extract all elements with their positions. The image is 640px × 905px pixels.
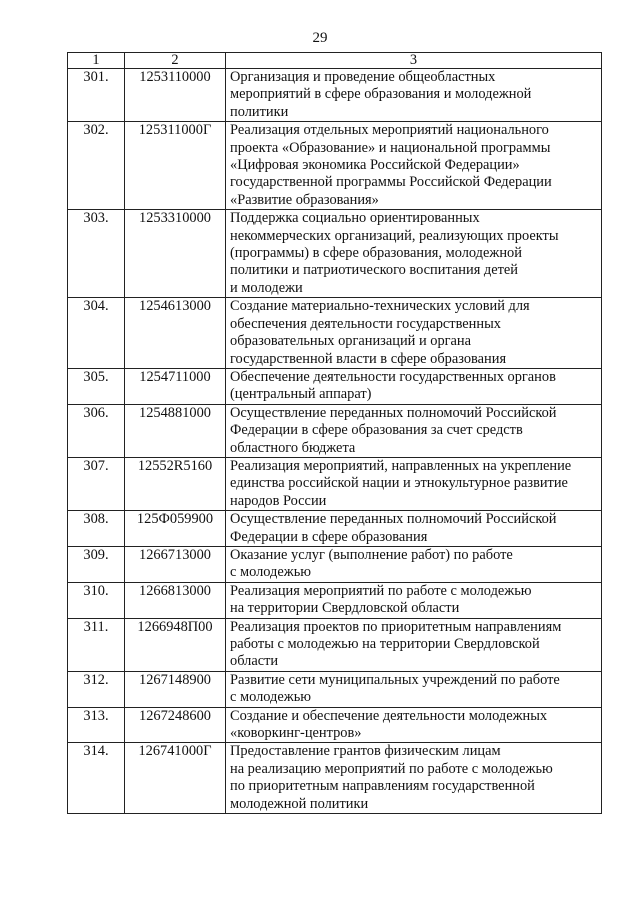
row-number: 303. bbox=[68, 210, 125, 298]
row-description: Поддержка социально ориентированных некоммерческих организаций, реализующих проекты (программы) в сфере образования, молодежной политики и патриотического воспитания детей и молодежи bbox=[226, 210, 602, 298]
row-number: 309. bbox=[68, 546, 125, 582]
row-number: 312. bbox=[68, 671, 125, 707]
row-number: 310. bbox=[68, 582, 125, 618]
row-description: Создание материально-технических условий для обеспечения деятельности государственных образовательных организаций и органа государственной власти в сфере образования bbox=[226, 298, 602, 369]
table-row bbox=[68, 210, 602, 298]
row-number: 307. bbox=[68, 457, 125, 510]
row-description: Предоставление грантов физическим лицам на реализацию мероприятий по работе с молодежью по приоритетным направлениям государственной молодежной политики bbox=[226, 743, 602, 814]
row-code: 1253310000 bbox=[125, 210, 226, 298]
row-number: 311. bbox=[68, 618, 125, 671]
row-description: Развитие сети муниципальных учреждений по работе с молодежью bbox=[226, 671, 602, 707]
row-description: Осуществление переданных полномочий Российской Федерации в сфере образования за счет средств областного бюджета bbox=[226, 404, 602, 457]
table-row bbox=[68, 457, 602, 510]
row-code: 1254613000 bbox=[125, 298, 226, 369]
table-row bbox=[68, 368, 602, 404]
row-code: 12552R5160 bbox=[125, 457, 226, 510]
row-code: 126741000Г bbox=[125, 743, 226, 814]
page-number: 29 bbox=[312, 30, 328, 46]
row-code: 1254881000 bbox=[125, 404, 226, 457]
row-number: 305. bbox=[68, 368, 125, 404]
table-row bbox=[68, 69, 602, 122]
column-header-3: 3 bbox=[226, 53, 602, 69]
row-description: Создание и обеспечение деятельности молодежных «коворкинг-центров» bbox=[226, 707, 602, 743]
table-row bbox=[68, 743, 602, 814]
table-row bbox=[68, 546, 602, 582]
column-header-1: 1 bbox=[68, 53, 125, 69]
row-description: Реализация мероприятий по работе с молодежью на территории Свердловской области bbox=[226, 582, 602, 618]
row-description: Обеспечение деятельности государственных органов (центральный аппарат) bbox=[226, 368, 602, 404]
row-code: 1254711000 bbox=[125, 368, 226, 404]
column-header-2: 2 bbox=[125, 53, 226, 69]
row-code: 1267148900 bbox=[125, 671, 226, 707]
table-row bbox=[68, 511, 602, 547]
row-description: Реализация отдельных мероприятий национального проекта «Образование» и национальной программы «Цифровая экономика Российской Федерации» государственной программы Российской Федерации «Развитие образования» bbox=[226, 122, 602, 210]
row-number: 313. bbox=[68, 707, 125, 743]
table-row bbox=[68, 122, 602, 210]
row-code: 1266948П00 bbox=[125, 618, 226, 671]
classification-table bbox=[67, 52, 602, 814]
row-description: Организация и проведение общеобластных мероприятий в сфере образования и молодежной политики bbox=[226, 69, 602, 122]
row-code: 125Ф059900 bbox=[125, 511, 226, 547]
row-number: 301. bbox=[68, 69, 125, 122]
row-code: 1267248600 bbox=[125, 707, 226, 743]
table-row bbox=[68, 298, 602, 369]
table-row bbox=[68, 404, 602, 457]
row-code: 1266813000 bbox=[125, 582, 226, 618]
row-description: Реализация проектов по приоритетным направлениям работы с молодежью на территории Свердловской области bbox=[226, 618, 602, 671]
table-header-row bbox=[68, 53, 602, 69]
row-description: Оказание услуг (выполнение работ) по работе с молодежью bbox=[226, 546, 602, 582]
table-row bbox=[68, 671, 602, 707]
row-number: 308. bbox=[68, 511, 125, 547]
row-code: 1266713000 bbox=[125, 546, 226, 582]
row-description: Реализация мероприятий, направленных на укрепление единства российской нации и этнокультурное развитие народов России bbox=[226, 457, 602, 510]
row-number: 302. bbox=[68, 122, 125, 210]
row-code: 1253110000 bbox=[125, 69, 226, 122]
table-row bbox=[68, 582, 602, 618]
row-description: Осуществление переданных полномочий Российской Федерации в сфере образования bbox=[226, 511, 602, 547]
table-row bbox=[68, 707, 602, 743]
row-code: 125311000Г bbox=[125, 122, 226, 210]
row-number: 304. bbox=[68, 298, 125, 369]
row-number: 306. bbox=[68, 404, 125, 457]
row-number: 314. bbox=[68, 743, 125, 814]
table-row bbox=[68, 618, 602, 671]
